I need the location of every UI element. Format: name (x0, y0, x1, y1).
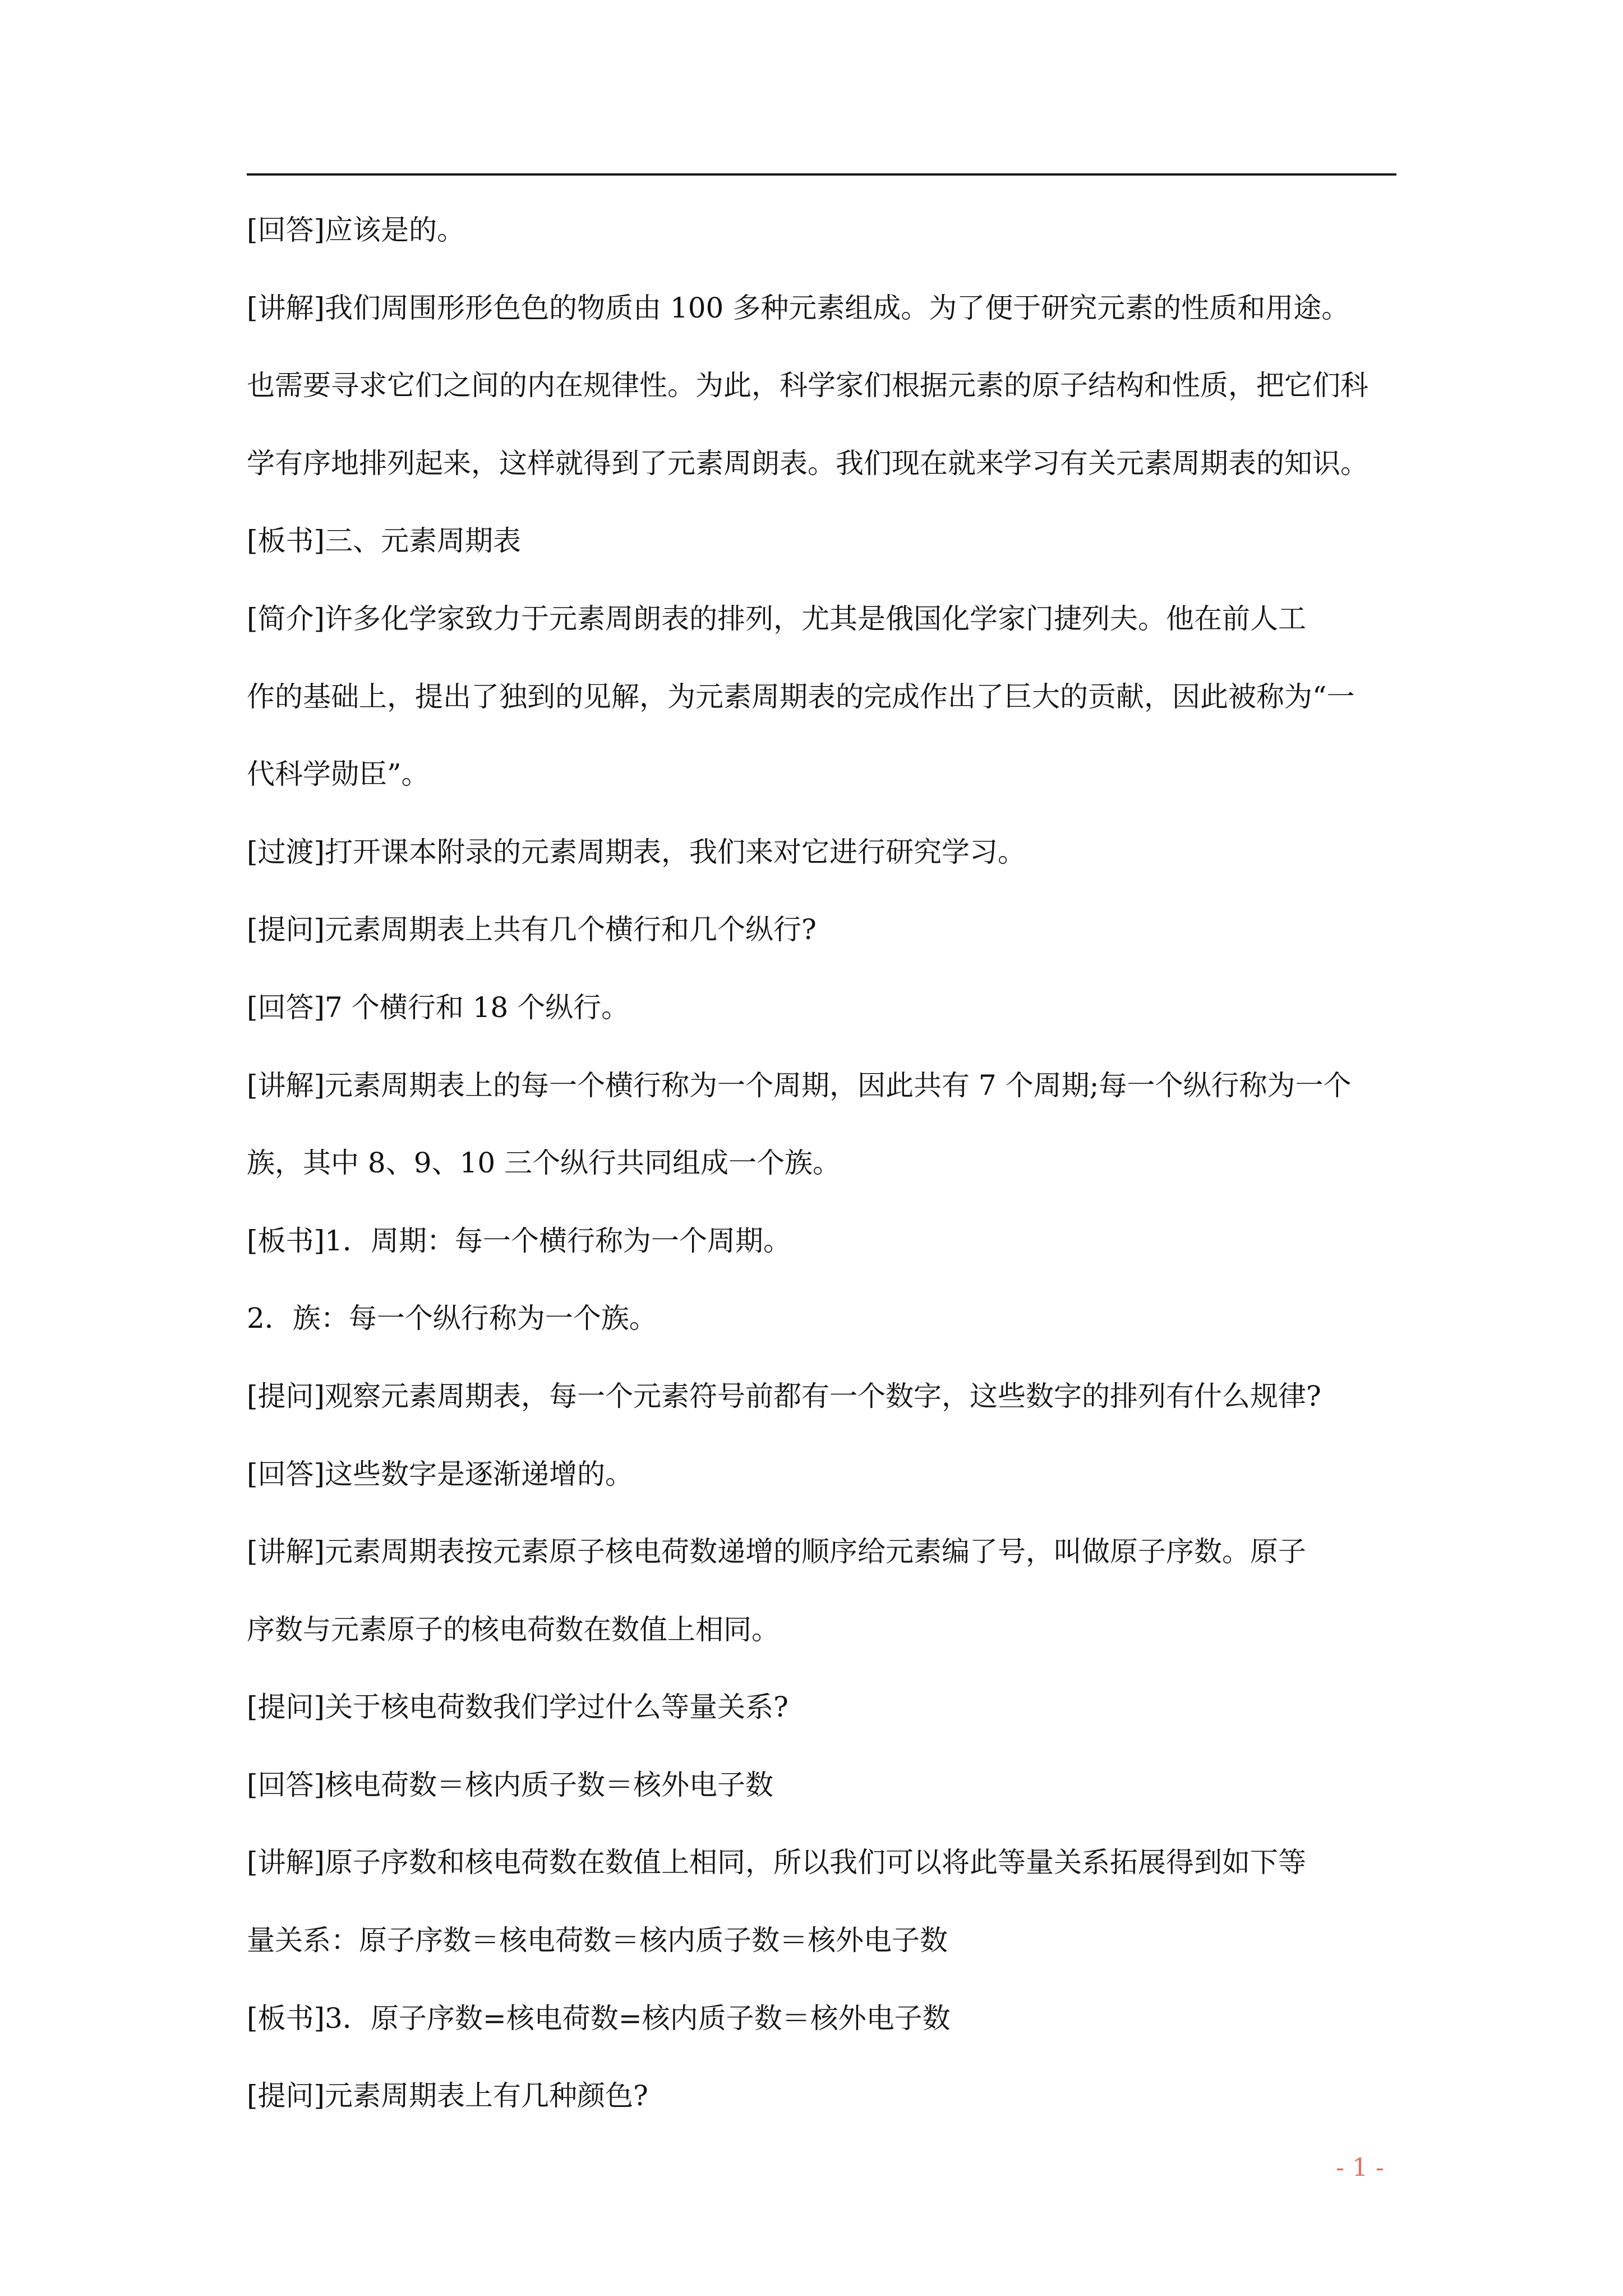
text-line: [回答]核电荷数＝核内质子数＝核外电子数 (247, 1768, 774, 1801)
text-line: [回答]7 个横行和 18 个纵行。 (247, 991, 630, 1024)
text-line: 2．族：每一个纵行称为一个族。 (247, 1302, 657, 1335)
text-line: [回答]这些数字是逐渐递增的。 (247, 1457, 634, 1490)
text-line: [讲解]我们周围形形色色的物质由 100 多种元素组成。为了便于研究元素的性质和用途。 (247, 291, 1350, 324)
text-line: [过渡]打开课本附录的元素周期表，我们来对它进行研究学习。 (247, 835, 1026, 868)
text-line: 代科学勋臣”。 (247, 758, 430, 791)
page-number: - 1 - (1336, 2154, 1384, 2182)
document-body (247, 210, 1396, 2154)
text-line: [板书]三、元素周期表 (247, 524, 522, 558)
header-rule (247, 173, 1396, 176)
text-line: 也需要寻求它们之间的内在规律性。为此，科学家们根据元素的原子结构和性质，把它们科 (247, 369, 1368, 402)
text-line: [提问]元素周期表上共有几个横行和几个纵行? (247, 913, 817, 946)
text-line: [提问]关于核电荷数我们学过什么等量关系? (247, 1691, 789, 1724)
text-line: 族，其中 8、9、10 三个纵行共同组成一个族。 (247, 1147, 841, 1180)
text-line: 学有序地排列起来，这样就得到了元素周朗表。我们现在就来学习有关元素周期表的知识。 (247, 447, 1368, 480)
text-line: [简介]许多化学家致力于元素周朗表的排列，尤其是俄国化学家门捷列夫。他在前人工 (247, 602, 1307, 635)
text-line: [讲解]原子序数和核电荷数在数值上相同，所以我们可以将此等量关系拓展得到如下等 (247, 1846, 1307, 1879)
text-line: [板书]1．周期：每一个横行称为一个周期。 (247, 1224, 791, 1257)
text-line: [提问]元素周期表上有几种颜色? (247, 2079, 648, 2113)
text-line: [讲解]元素周期表按元素原子核电荷数递增的顺序给元素编了号，叫做原子序数。原子 (247, 1535, 1307, 1568)
text-line: [提问]观察元素周期表，每一个元素符号前都有一个数字，这些数字的排列有什么规律? (247, 1379, 1321, 1412)
text-line: [板书]3．原子序数=核电荷数=核内质子数＝核外电子数 (247, 2001, 951, 2035)
text-line: [回答]应该是的。 (247, 214, 465, 246)
text-line: 量关系：原子序数＝核电荷数＝核内质子数＝核外电子数 (247, 1924, 948, 1957)
text-line: 序数与元素原子的核电荷数在数值上相同。 (247, 1613, 780, 1646)
text-line: 作的基础上，提出了独到的见解，为元素周期表的完成作出了巨大的贡献，因此被称为“一 (247, 680, 1355, 713)
text-line: [讲解]元素周期表上的每一个横行称为一个周期，因此共有 7 个周期;每一个纵行称为一个 (247, 1069, 1352, 1102)
